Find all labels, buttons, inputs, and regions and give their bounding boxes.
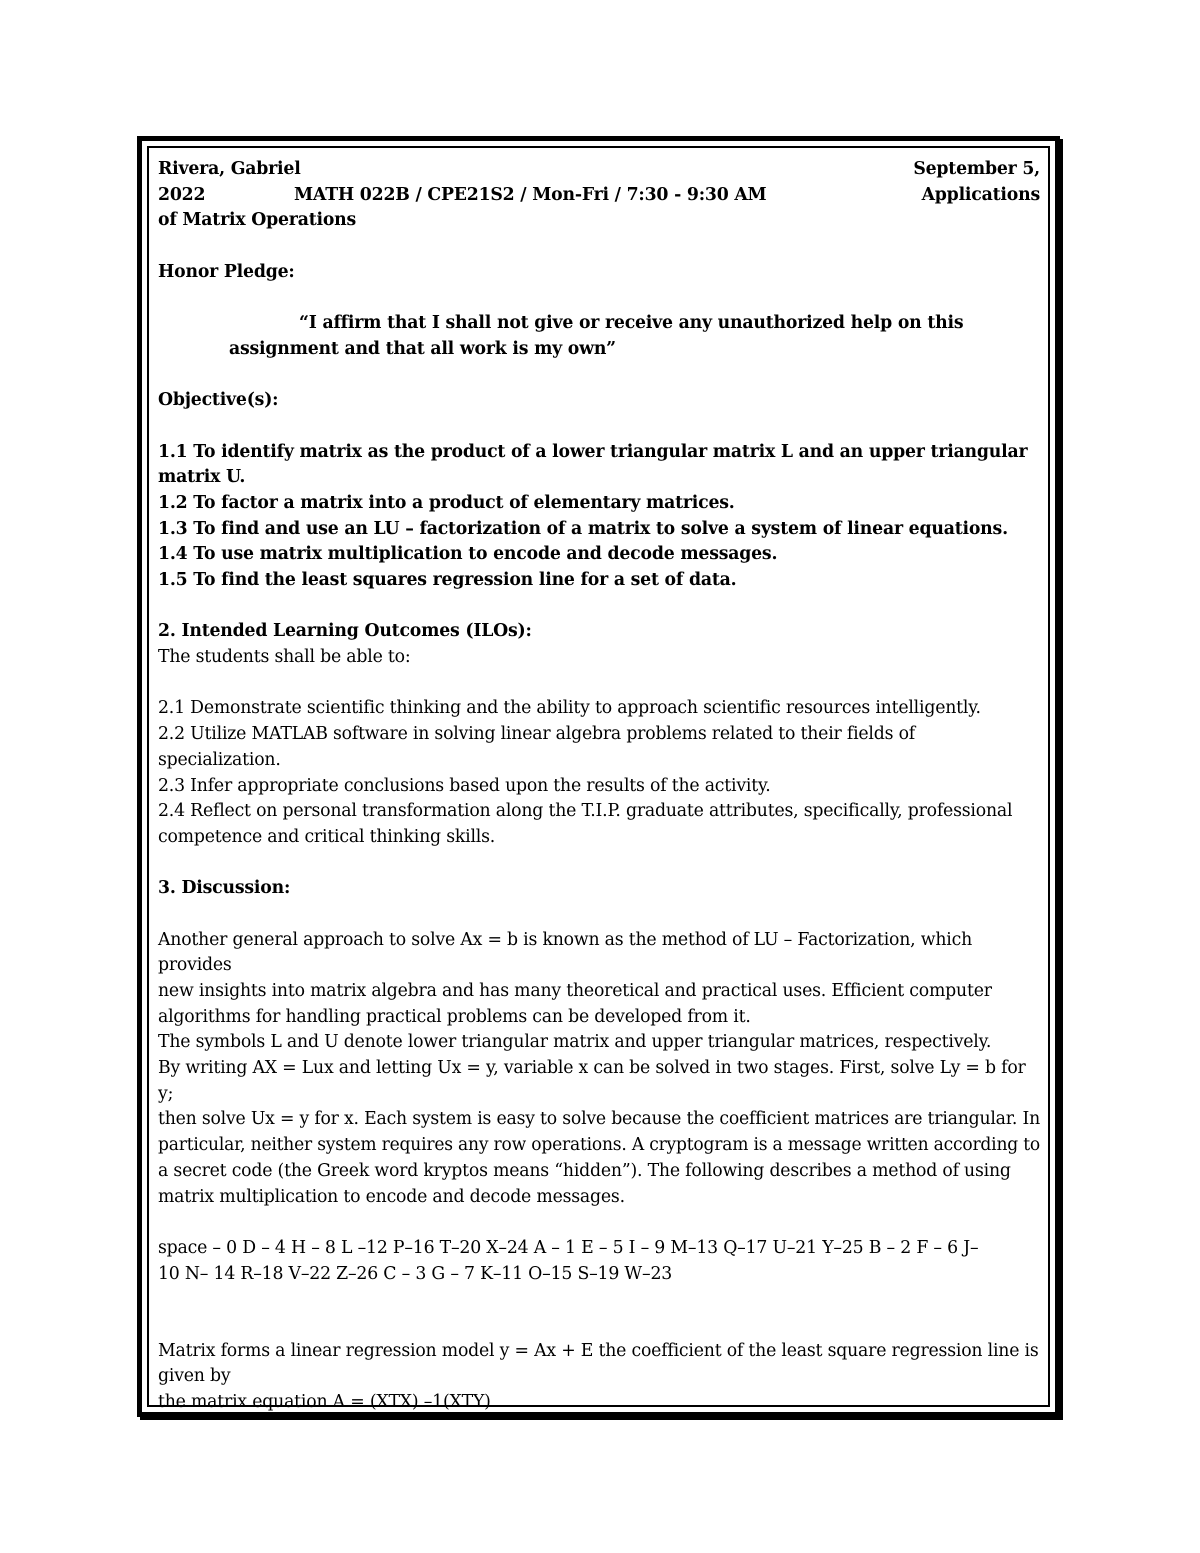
discussion-line: then solve Ux = y for x. Each system is easy to solve because the coefficient matrices are triangular. In [158, 1109, 1040, 1130]
ilo-line: 2.1 Demonstrate scientific thinking and the ability to approach scientific resources intelligently. [158, 698, 981, 719]
discussion-line: The symbols L and U denote lower triangular matrix and upper triangular matrices, respectively. [158, 1032, 992, 1053]
student-name: Rivera, Gabriel [158, 159, 301, 179]
discussion-line: a secret code (the Greek word kryptos means “hidden”). The following describes a method of using [158, 1160, 1011, 1181]
ilos-heading: 2. Intended Learning Outcomes (ILOs): [158, 621, 532, 642]
discussion-line: algorithms for handling practical problems can be developed from it. [158, 1006, 751, 1027]
discussion-line: y; [158, 1083, 174, 1104]
objective-line: 1.1 To identify matrix as the product of a lower triangular matrix L and an upper triangular [158, 441, 1028, 462]
objective-line: 1.2 To factor a matrix into a product of elementary matrices. [158, 492, 735, 513]
date-part-2: 2022 [158, 184, 206, 205]
ilos-intro: The students shall be able to: [158, 647, 411, 668]
discussion-line: new insights into matrix algebra and has many theoretical and practical uses. Efficient computer [158, 981, 992, 1001]
ilo-line: specialization. [158, 749, 281, 770]
discussion-line: matrix multiplication to encode and decode messages. [158, 1186, 625, 1207]
document-content [158, 157, 1040, 1416]
header-line-2 [158, 183, 1040, 209]
objectives-heading: Objective(s): [158, 390, 279, 411]
honor-pledge-line-1: “I affirm that I shall not give or receive any unauthorized help on this [299, 313, 964, 334]
discussion-line: By writing AX = Lux and letting Ux = y, variable x can be solved in two stages. First, solve Ly = b for [158, 1058, 1026, 1079]
regression-line: the matrix equation A = (XTX) –1(XTY) [158, 1392, 491, 1412]
discussion-heading: 3. Discussion: [158, 878, 291, 899]
course-info: MATH 022B / CPE21S2 / Mon-Fri / 7:30 - 9:30 AM [294, 184, 767, 205]
header-line-1 [158, 157, 1040, 183]
honor-pledge-line-2: assignment and that all work is my own” [229, 338, 616, 359]
ilo-line: 2.3 Infer appropriate conclusions based upon the results of the activity. [158, 775, 771, 796]
cipher-code-line: 10 N– 14 R–18 V–22 Z–26 C – 3 G – 7 K–11 O–15 S–19 W–23 [158, 1263, 673, 1284]
cipher-code-line: space – 0 D – 4 H – 8 L –12 P–16 T–20 X–24 A – 1 E – 5 I – 9 M–13 Q–17 U–21 Y–25 B – 2 F – 6 J– [158, 1237, 979, 1258]
ilo-line: 2.2 Utilize MATLAB software in solving linear algebra problems related to their fields of [158, 724, 915, 745]
regression-line: Matrix forms a linear regression model y = Ax + E the coefficient of the least square regression line is [158, 1340, 1039, 1361]
objective-line: 1.3 To find and use an LU – factorization of a matrix to solve a system of linear equations. [158, 518, 1008, 539]
date-part-1: September 5, [913, 159, 1040, 179]
ilo-line: competence and critical thinking skills. [158, 826, 496, 847]
objective-line: matrix U. [158, 467, 246, 488]
objective-line: 1.4 To use matrix multiplication to encode and decode messages. [158, 544, 778, 565]
ilo-line: 2.4 Reflect on personal transformation along the T.I.P. graduate attributes, specifically, professional [158, 801, 1013, 822]
discussion-line: particular, neither system requires any row operations. A cryptogram is a message written according to [158, 1135, 1040, 1156]
objective-line: 1.5 To find the least squares regression line for a set of data. [158, 570, 737, 590]
title-part-1: Applications [921, 184, 1040, 205]
title-part-2: of Matrix Operations [158, 210, 357, 231]
discussion-line: provides [158, 955, 232, 976]
regression-line: given by [158, 1366, 231, 1387]
honor-pledge-heading: Honor Pledge: [158, 261, 295, 282]
discussion-line: Another general approach to solve Ax = b is known as the method of LU – Factorization, which [158, 929, 972, 950]
